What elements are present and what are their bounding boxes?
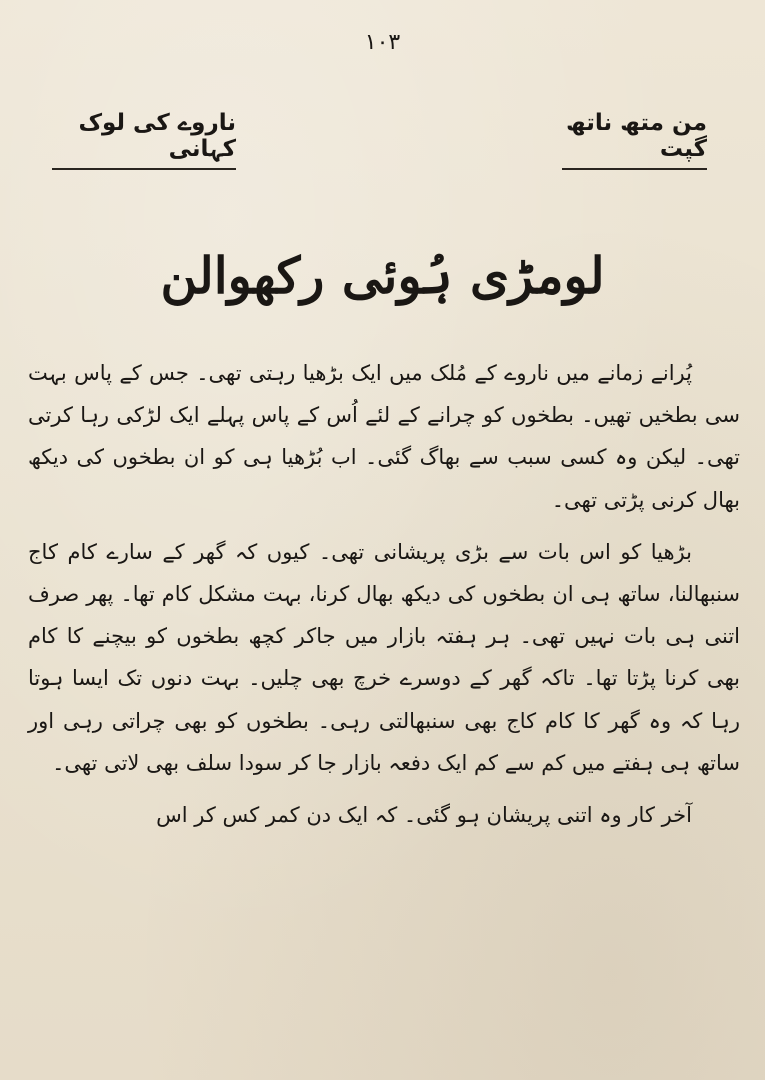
running-head-author: من متھ ناتھ گپت xyxy=(562,110,707,170)
paragraph: پُرانے زمانے میں ناروے کے مُلک میں ایک بڑھیا رہتی تھی۔ جس کے پاس بہت سی بطخیں تھیں۔ بطخوں کو چرانے کے لئے اُس کے پاس پہلے ایک لڑکی رہا کرتی تھی۔ لیکن وہ کسی سبب سے بھاگ گئی۔ اب بُڑھیا ہی کو ان بطخوں کی دیکھ بھال کرنی پڑتی تھی۔ xyxy=(28,361,740,512)
paragraph: آخر کار وہ اتنی پریشان ہو گئی۔ کہ ایک دن کمر کس کر اس xyxy=(156,803,692,828)
page-number: ۱۰۳ xyxy=(364,30,401,55)
story-body xyxy=(28,352,740,836)
running-head-book-title: ناروے کی لوک کہانی xyxy=(52,110,236,170)
story-title: لومڑی ہُوئی رکھوالن xyxy=(160,246,605,305)
paragraph: بڑھیا کو اس بات سے بڑی پریشانی تھی۔ کیوں کہ گھر کے سارے کام کاج سنبھالنا، ساتھ ہی ان بطخوں کی دیکھ بھال کرنا، بہت مشکل کام تھا۔ پھر صرف اتنی ہی بات نہیں تھی۔ ہر ہفتہ بازار میں جاکر کچھ بطخوں کو بیچنے کا کام بھی کرنا پڑتا تھا۔ تاکہ گھر کے دوسرے خرچ بھی چلیں۔ بہت دنوں تک ایسا ہوتا رہا کہ وہ گھر کا کام کاج بھی سنبھالتی رہی۔ بطخوں کو بھی چراتی رہی اور ساتھ ہی ہفتے میں کم سے کم ایک دفعہ بازار جا کر سودا سلف بھی لاتی تھی۔ xyxy=(28,539,740,775)
